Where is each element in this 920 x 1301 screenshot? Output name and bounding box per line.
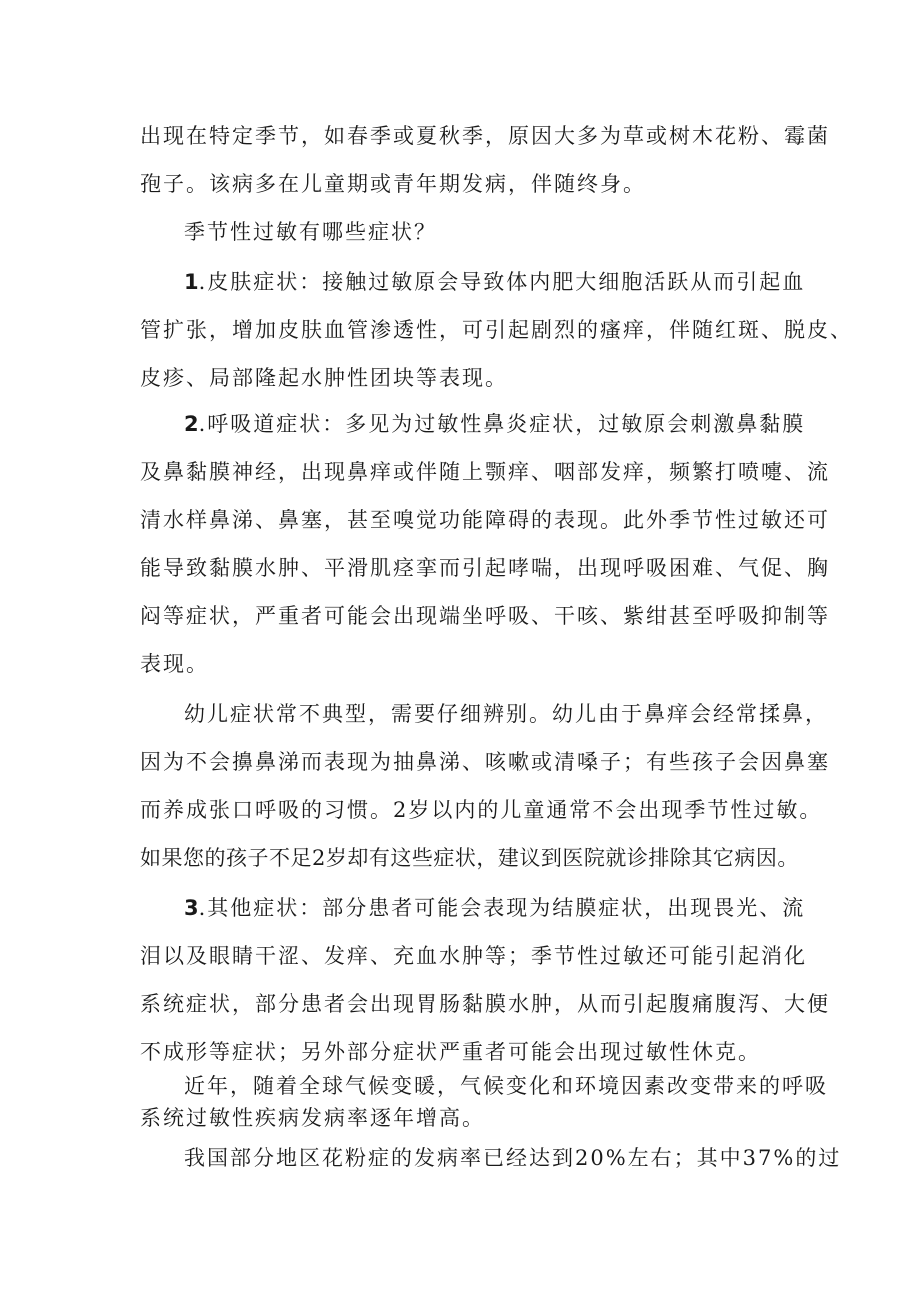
text-line: 而养成张口呼吸的习惯。2岁以内的儿童通常不会出现季节性过敏。 [140, 798, 823, 822]
text-line: 幼儿症状常不典型，需要仔细辨别。幼儿由于鼻痒会经常揉鼻， [184, 702, 828, 726]
paragraph-question [184, 208, 844, 256]
text-line: 我国部分地区花粉症的发病率已经达到20%左右；其中37%的过 [184, 1146, 842, 1170]
text-line: 因为不会擤鼻涕而表现为抽鼻涕、咳嗽或清嗓子；有些孩子会因鼻塞 [140, 750, 830, 774]
text-line: .其他症状：部分患者可能会表现为结膜症状，出现畏光、流 [198, 896, 806, 920]
item-number: 1 [184, 270, 199, 294]
paragraph-respiratory-symptoms [140, 400, 830, 688]
text-line: .呼吸道症状：多见为过敏性鼻炎症状，过敏原会刺激鼻黏膜 [198, 412, 806, 436]
text-line: 及鼻黏膜神经，出现鼻痒或伴随上颚痒、咽部发痒，频繁打喷嚏、流 [140, 460, 830, 484]
paragraph-infant-symptoms [140, 690, 830, 882]
text-line: 如果您的孩子不足2岁却有这些症状，建议到医院就诊排除其它病因。 [140, 846, 799, 870]
section-question: 季节性过敏有哪些症状？ [184, 220, 437, 244]
text-line: 孢子。该病多在儿童期或青年期发病，伴随终身。 [140, 172, 646, 196]
paragraph-intro-tail [140, 112, 830, 208]
item-number: 2 [184, 412, 199, 436]
paragraph-other-symptoms [140, 884, 830, 1076]
paragraph-climate [140, 1070, 828, 1134]
text-line: .皮肤症状：接触过敏原会导致体内肥大细胞活跃从而引起血 [198, 270, 806, 294]
text-line: 皮疹、局部隆起水肿性团块等表现。 [140, 366, 508, 390]
text-line: 清水样鼻涕、鼻塞，甚至嗅觉功能障碍的表现。此外季节性过敏还可 [140, 508, 830, 532]
text-line: 闷等症状，严重者可能会出现端坐呼吸、干咳、紫绀甚至呼吸抑制等 [140, 604, 830, 628]
text-line: 泪以及眼睛干涩、发痒、充血水肿等；季节性过敏还可能引起消化 [140, 944, 807, 968]
item-number: 3 [184, 896, 199, 920]
text-line: 不成形等症状；另外部分症状严重者可能会出现过敏性休克。 [140, 1040, 761, 1064]
text-line: 近年，随着全球气候变暖，气候变化和环境因素改变带来的呼吸 [184, 1074, 828, 1098]
text-line: 能导致黏膜水肿、平滑肌痉挛而引起哮喘，出现呼吸困难、气促、胸 [140, 556, 830, 580]
text-line: 表现。 [140, 652, 209, 676]
text-line: 出现在特定季节，如春季或夏秋季，原因大多为草或树木花粉、霉菌 [140, 124, 830, 148]
text-line: 系统过敏性疾病发病率逐年增高。 [140, 1106, 485, 1130]
paragraph-skin-symptoms [140, 258, 853, 402]
paragraph-pollen-rate [140, 1134, 842, 1182]
text-line: 系统症状，部分患者会出现胃肠黏膜水肿，从而引起腹痛腹泻、大便 [140, 992, 830, 1016]
text-line: 管扩张，增加皮肤血管渗透性，可引起剧烈的瘙痒，伴随红斑、脱皮、 [140, 318, 853, 342]
